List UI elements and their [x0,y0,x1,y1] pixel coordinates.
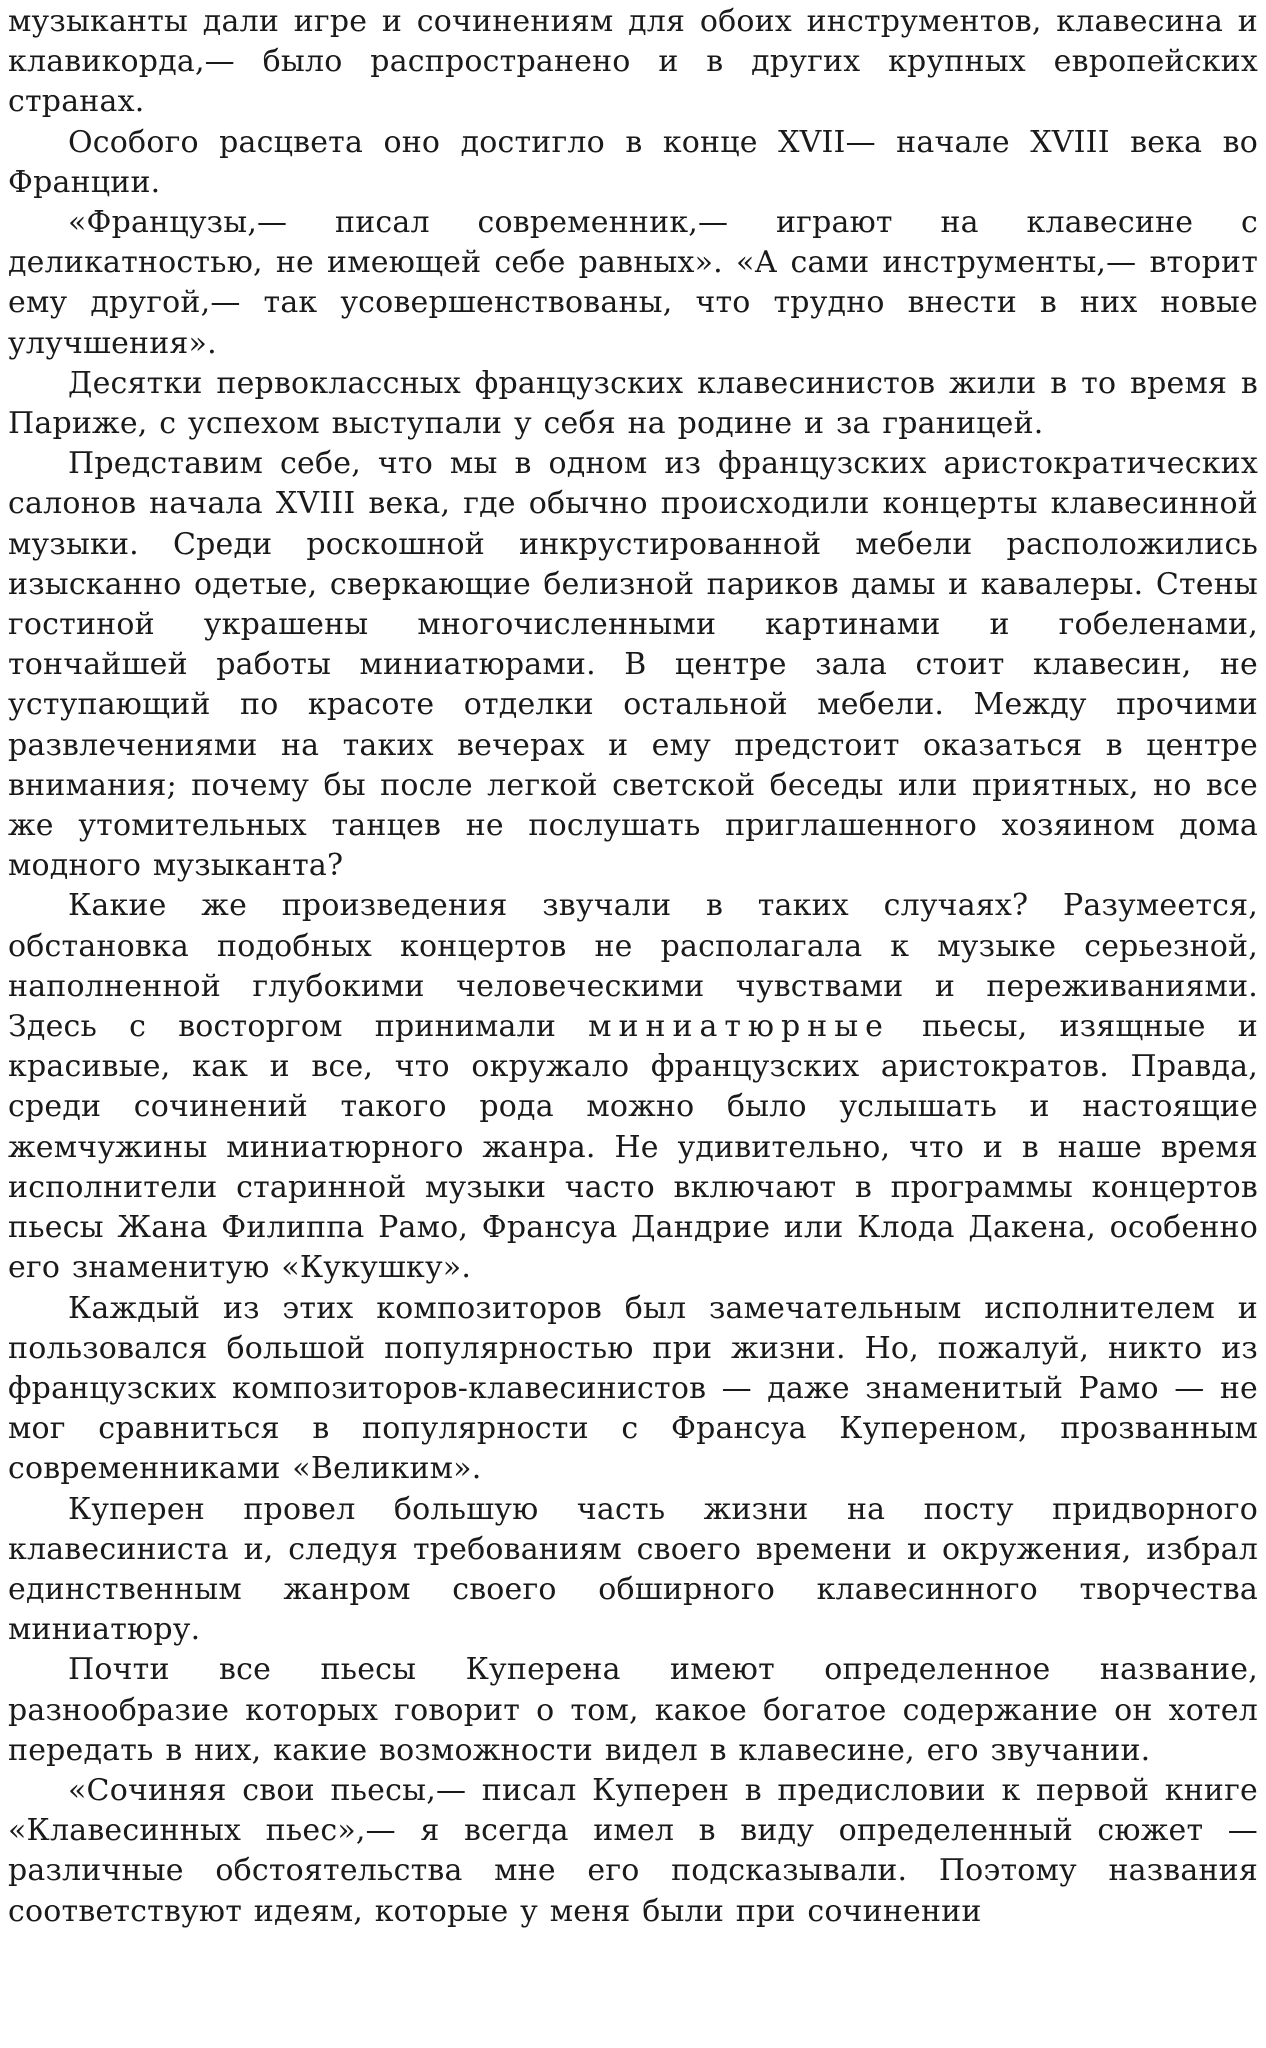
paragraph-couperin-preface-quote: «Сочиняя свои пьесы,— писал Куперен в предисловии к первой книге «Клавесинных пьес»,— я всегда имел в виду определенный сюжет — различные обстоятельства мне его подсказывали. Поэтому названия соответствуют идеям, которые у меня были при сочинении [8,1772,1258,1929]
text-before-emphasis: Какие же произведения звучали в таких случаях? Разумеется, обстановка подобных концертов не располагала к музыке серьезной, наполненной глубокими человеческими чувствами и переживаниями. Здесь с восторгом принимали [8,888,1258,1045]
paragraph-contemporary-quotes: «Французы,— писал современник,— играют на клавесине с деликатностью, не имеющей себе равных». «А сами инструменты,— вторит ему другой,— так усовершенствованы, что трудно внести в них новые улучшения». [8,205,1258,361]
emphasized-word: миниатюрные [588,1009,890,1045]
paragraph-france-flourishing: Особого расцвета оно достигло в конце XVII— начале XVIII века во Франции. [8,124,1258,200]
paragraph-paris-harpsichordists: Десятки первоклассных французских клавесинистов жили в то время в Париже, с успехом выступали у себя на родине и за границей. [8,365,1258,442]
text-after-emphasis: пьесы, изящные и красивые, как и все, что окружало французских аристократов. Правда, среди сочинений такого рода можно было услышать и настоящие жемчужины миниатюрного жанра. Не удивительно, что и в наше время исполнители старинной музыки часто включают в программы концертов пьесы Жана Филиппа Рамо, Франсуа Дандрие или Клода Дакена, особенно его знаменитую «Кукушку». [8,1009,1258,1286]
paragraph-aristocratic-salon: Представим себе, что мы в одном из французских аристократических салонов начала XVIII века, где обычно происходили концерты клавесинной музыки. Среди роскошной инкрустированной мебели расположились изысканно одетые, сверкающие белизной париков дамы и кавалеры. Стены гостиной украшены многочисленными картинами и гобеленами, тончайшей работы миниатюрами. В центре зала стоит клавесин, не уступающий по красоте отделки остальной мебели. Между прочими развлечениями на таких вечерах и ему предстоит оказаться в центре внимания; почему бы после легкой светской беседы или приятных, но все же утомительных танцев не послушать приглашенного хозяином дома модного музыканта? [8,446,1258,884]
paragraph-piece-titles: Почти все пьесы Куперена имеют определенное название, разнообразие которых говорит о том, какое богатое содержание он хотел передать в них, какие возможности видел в клавесине, его звучании. [8,1652,1258,1768]
paragraph-continuation: музыканты дали игре и сочинениям для обоих инструментов, клавесина и клавикорда,— было распространено и в других крупных европейских странах. [8,4,1258,120]
paragraph-miniature-pieces [8,886,1258,1288]
paragraph-couperin-popularity: Каждый из этих композиторов был замечательным исполнителем и пользовался большой популярностью при жизни. Но, пожалуй, никто из французских композиторов-клавесинистов — даже знаменитый Рамо — не мог сравниться в популярности с Франсуа Купереном, прозванным современниками «Великим». [8,1290,1258,1487]
paragraph-court-harpsichordist: Куперен провел большую часть жизни на посту придворного клавесиниста и, следуя требованиям своего времени и окружения, избрал единственным жанром своего обширного клавесинного творчества миниатюру. [8,1491,1258,1648]
